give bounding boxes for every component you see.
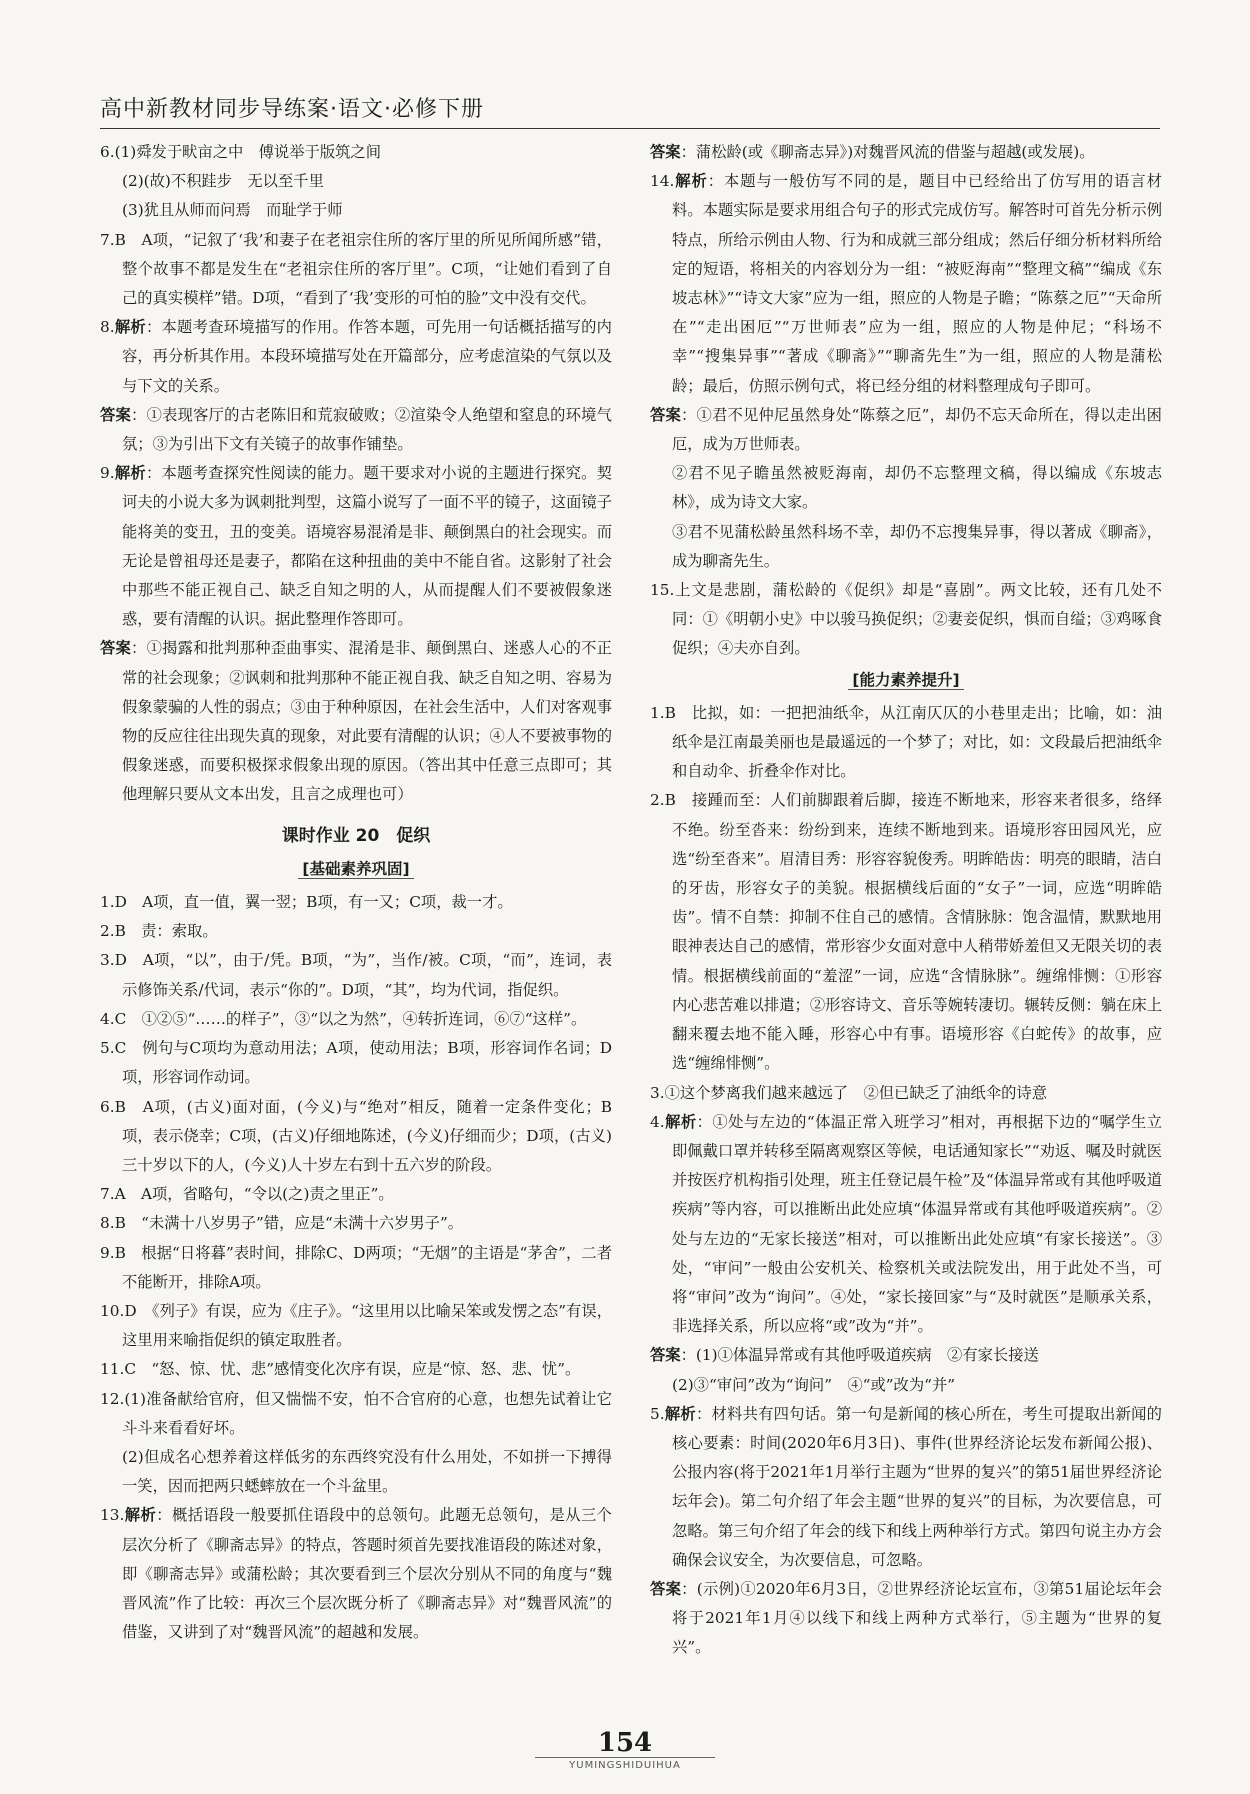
answer-item: 15.上文是悲剧，蒲松龄的《促织》却是“喜剧”。两文比较，还有几处不同：①《明朝小史》中以骏马换促织；②妻妾促织，惧而自缢；③鸡啄食促织；④夫亦自刭。 [650, 581, 1162, 658]
section-title [100, 855, 612, 884]
answer-item: 3.①这个梦离我们越来越远了 ②但已缺乏了油纸伞的诗意 [650, 1083, 1048, 1102]
left-column [100, 138, 612, 1647]
item-label: 答案 [100, 639, 132, 658]
item-text: ：本题与一般仿写不同的是，题目中已经给出了仿写用的语言材料。本题实际是要求用组合句子的形式完成仿写。解答时可首先分析示例特点，所给示例由人物、行为和成就三部分组成；然后仔细分析材料所给定的短语，将相关的内容划分为一组：“被贬海南”“整理文稿”“编成《东坡志林》”“诗文大家”应为一组，照应的人物是子瞻；“陈蔡之厄”“天命所在”“走出困厄”“万世师表”应为一组，照应的人物是仲尼；“科场不幸”“搜集异事”“著成《聊斋》”“聊斋先生”为一组，照应的人物是蒲松龄；最后，仿照示例句式，将已经分组的材料整理成句子即可。 [672, 172, 1162, 395]
answer-item [100, 634, 612, 809]
item-number: 8. [100, 318, 115, 337]
answer-line: (3)犹且从师而问焉 而耻学于师 [122, 201, 343, 220]
answer-item [100, 459, 612, 634]
page-header: 高中新教材同步导练案·语文·必修下册 [100, 97, 484, 122]
answer-item: 5.C 例句与C项均为意动用法；A项，使动用法；B项，形容词作名词；D项，形容词作动词。 [100, 1039, 612, 1087]
answer-item: 2.B 责：索取。 [100, 922, 218, 941]
answer-subline: ③君不见蒲松龄虽然科场不幸，却仍不忘搜集异事，得以著成《聊斋》，成为聊斋先生。 [672, 522, 1162, 570]
answer-item: 4.C ①②⑤“……的样子”，③“以之为然”，④转折连词，⑥⑦“这样”。 [100, 1009, 587, 1028]
answer-item: 8.B “未满十八岁男子”错，应是“未满十六岁男子”。 [100, 1214, 464, 1233]
item-label: 答案 [650, 1579, 682, 1598]
item-text: ：(1)①体温异常或有其他呼吸道疾病 ②有家长接送 [680, 1346, 1039, 1365]
answer-item [100, 401, 612, 459]
item-label: 解析 [114, 464, 146, 483]
footer-rule [535, 1757, 715, 1758]
item-label: 答案 [650, 405, 682, 424]
answer-item [100, 313, 612, 401]
item-text: ：概括语段一般要抓住语段中的总领句。此题无总领句，是从三个层次分析了《聊斋志异》的特点，答题时须首先要找准语段的陈述对象，即《聊斋志异》或蒲松龄；其次要看到三个层次分别从不同的角度与“魏晋风流”作了比较：再次三个层次既分析了《聊斋志异》对“魏晋风流”的借鉴，又讲到了对“魏晋风流”的超越和发展。 [122, 1506, 612, 1642]
answer-item [650, 1108, 1162, 1342]
item-number: 5. [650, 1404, 665, 1423]
item-text: ：(示例)①2020年6月3日，②世界经济论坛宣布，③第51届论坛年会将于2021年1月④以线下和线上两种方式举行，⑤主题为“世界的复兴”。 [672, 1579, 1162, 1657]
answer-item: 11.C “怒、惊、忧、悲”感情变化次序有误，应是“惊、怒、悲、忧”。 [100, 1360, 581, 1379]
section-title-text: [基础素养巩固] [298, 860, 413, 879]
answer-item: 2.B 接踵而至：人们前脚跟着后脚，接连不断地来，形容来者很多，络绎不绝。纷至沓来：纷纷到来，连续不断地到来。语境形容田园风光，应选“纷至沓来”。眉清目秀：形容容貌俊秀。明眸皓齿：明亮的眼睛，洁白的牙齿，形容女子的美貌。根据横线后面的“女子”一词，应选“明眸皓齿”。情不自禁：抑制不住自己的感情。含情脉脉：饱含温情，默默地用眼神表达自己的感情，常形容少女面对意中人稍带娇羞但又无限关切的表情。根据横线前面的“羞涩”一词，应选“含情脉脉”。缠绵悱恻：①形容内心悲苦难以排遣；②形容诗文、音乐等婉转凄切。辗转反侧：躺在床上翻来覆去地不能入睡，形容心中有事。语境形容《白蛇传》的故事，应选“缠绵悱恻”。 [650, 791, 1162, 1073]
item-text: ：本题考查环境描写的作用。作答本题，可先用一句话概括描写的内容，再分析其作用。本段环境描写处在开篇部分，应考虑渲染的气氛以及与下文的关系。 [122, 318, 612, 395]
item-label: 解析 [664, 1404, 696, 1423]
item-text: ：①君不见仲尼虽然身处“陈蔡之厄”，却仍不忘天命所在，得以走出困厄，成为万世师表。 [672, 405, 1162, 454]
section-title [650, 666, 1162, 695]
right-column [650, 138, 1162, 1663]
answer-item [650, 1400, 1162, 1575]
item-label: 答案 [650, 1346, 681, 1365]
answer-item: 7.B A项，“记叙了‘我’和妻子在老祖宗住所的客厅里的所见所闻所感”错，整个故事不都是发生在“老祖宗住所的客厅里”。C项，“让她们看到了自己的真实模样”错。D项，“看到了‘我’变形的可怕的脸”文中没有交代。 [100, 230, 612, 308]
section-title-text: [能力素养提升] [848, 671, 963, 690]
answer-item: 6.B A项，(古义)面对面，(今义)与“绝对”相反，随着一定条件变化；B项，表示侥幸；C项，(古义)仔细地陈述，(今义)仔细而少；D项，(古义)三十岁以下的人，(今义)人十岁左右到十五六岁的阶段。 [100, 1097, 612, 1174]
header-rule [100, 128, 1160, 129]
item-text: ：材料共有四句话。第一句是新闻的核心所在，考生可提取出新闻的核心要素：时间(2020年6月3日)、事件(世界经济论坛发布新闻公报)、公报内容(将于2021年1月举行主题为“世界的复兴”的第51届世界经济论坛年会)。第二句介绍了年会主题“世界的复兴”的目标，为次要信息，可忽略。第三句介绍了年会的线下和线上两种举行方式。第四句说主办方会确保会议安全，为次要信息，可忽略。 [672, 1404, 1162, 1569]
item-text: ：①揭露和批判那种歪曲事实、混淆是非、颠倒黑白、迷惑人心的不正常的社会现象；②讽刺和批判那种不能正视自我、缺乏自知之明、容易为假象蒙骗的人性的弱点；③由于种种原因，在社会生活中，人们对客观事物的反应往往出现失真的现象，对此要有清醒的认识；④人不要被事物的假象迷惑，而要积极探求假象出现的原因。（答出其中任意三点即可；其他理解只要从文本出发，且言之成理也可） [122, 639, 612, 804]
answer-item [100, 1501, 612, 1647]
answer-item: 7.A A项，省略句，“令以(之)责之里正”。 [100, 1185, 394, 1204]
answer-item [650, 1575, 1162, 1663]
item-text: ：①处与左边的“体温正常入班学习”相对，再根据下边的“嘱学生立即佩戴口罩并转移至隔离观察区等候，电话通知家长”“劝返、嘱及时就医并按医疗机构指引处理，班主任登记晨午检”及“体温异常或有其他呼吸道疾病”等内容，可以推断出此处应填“体温异常或有其他呼吸道疾病”。②处与左边的“无家长接送”相对，可以推断出此处应填“有家长接送”。③处，“审问”一般由公安机关、检察机关或法院发出，用于此处不当，可将“审问”改为“询问”。④处，“家长接回家”与“及时就医”是顺承关系，非选择关系，所以应将“或”改为“并”。 [672, 1112, 1162, 1336]
answer-subline: (2)③“审问”改为“询问” ④“或”改为“并” [672, 1375, 956, 1394]
answer-line: 6.(1)舜发于畎亩之中 傅说举于版筑之间 [100, 143, 382, 161]
answer-item: 9.B 根据“日将暮”表时间，排除C、D两项；“无烟”的主语是“茅舍”，二者不能断开，排除A项。 [100, 1243, 612, 1291]
item-label: 解析 [664, 1112, 697, 1131]
item-label: 答案 [650, 143, 681, 161]
item-number: 4. [650, 1112, 665, 1131]
answer-subline: (2)但成名心想养着这样低劣的东西终究没有什么用处，不如拼一下搏得一笑，因而把两只蟋蟀放在一个斗盆里。 [122, 1447, 612, 1496]
answer-item: 1.D A项，直一值，翼一翌；B项，有一又；C项，裁一才。 [100, 893, 513, 912]
item-label: 答案 [100, 405, 132, 424]
answer-item [650, 167, 1162, 401]
item-number: 13. [100, 1506, 125, 1525]
item-number: 9. [100, 464, 115, 483]
item-number: 14. [650, 172, 675, 191]
item-label: 解析 [124, 1506, 157, 1525]
answer-item [650, 401, 1162, 459]
page-number: 154 [597, 1728, 653, 1758]
answer-item: 1.B 比拟，如：一把把油纸伞，从江南仄仄的小巷里走出；比喻，如：油纸伞是江南最美丽也是最遥远的一个梦了；对比，如：文段最后把油纸伞和自动伞、折叠伞作对比。 [650, 703, 1162, 781]
answer-item: 3.D A项，“以”，由于/凭。B项，“为”，当作/被。C项，“而”，连词，表示修饰关系/代词，表示“你的”。D项，“其”，均为代词，指促织。 [100, 951, 612, 999]
answer-item: 10.D 《列子》有误，应为《庄子》。“这里用以比喻呆笨或发愣之态”有误，这里用来喻指促织的镇定取胜者。 [100, 1301, 612, 1350]
footer-brand: YUMINGSHIDUIHUA [569, 1760, 681, 1771]
answer-item [650, 1341, 1162, 1370]
item-text: ：①表现客厅的古老陈旧和荒寂破败；②渲染令人绝望和窒息的环境气氛；③为引出下文有关镜子的故事作铺垫。 [122, 405, 612, 454]
answer-subline: ②君不见子瞻虽然被贬海南，却仍不忘整理文稿，得以编成《东坡志林》，成为诗文大家。 [672, 464, 1162, 512]
answer-item [650, 138, 1162, 167]
item-label: 解析 [674, 172, 708, 191]
answer-item: 12.(1)准备献给官府，但又惴惴不安，怕不合官府的心意，也想先试着让它斗斗来看看好坏。 [100, 1389, 612, 1437]
lesson-title: 课时作业 20 促织 [281, 825, 431, 846]
answer-line: (2)(故)不积跬步 无以至千里 [122, 172, 324, 191]
item-text: ：蒲松龄(或《聊斋志异》)对魏晋风流的借鉴与超越(或发展)。 [680, 143, 1095, 161]
item-text: ：本题考查探究性阅读的能力。题干要求对小说的主题进行探究。契诃夫的小说大多为讽刺批判型，这篇小说写了一面不平的镜子，这面镜子能将美的变丑，丑的变美。语境容易混淆是非、颠倒黑白的社会现实。而无论是曾祖母还是妻子，都陷在这种扭曲的美中不能自省。这影射了社会中那些不能正视自己、缺乏自知之明的人，从而提醒人们不要被假象迷惑，要有清醒的认识。据此整理作答即可。 [122, 464, 612, 629]
item-label: 解析 [114, 318, 146, 337]
